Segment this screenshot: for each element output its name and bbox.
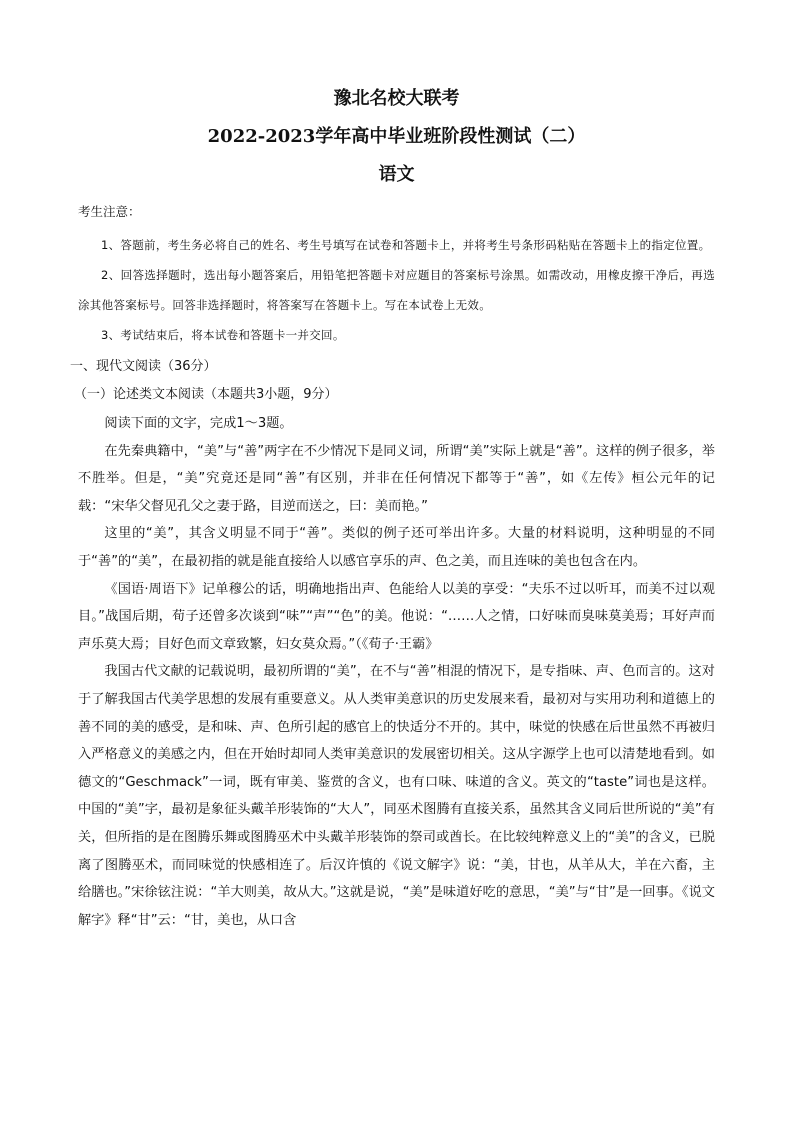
subject-title: 语文 bbox=[378, 164, 415, 185]
notice-heading: 考生注意： bbox=[78, 204, 141, 219]
notice-item: 3、考试结束后，将本试卷和答题卡一并交回。 bbox=[101, 328, 345, 342]
section-heading: 一、现代文阅读（36分） bbox=[70, 359, 217, 374]
notice-list bbox=[78, 230, 715, 350]
passage-paragraph: 我国古代文献的记载说明，最初所谓的“美”，在不与“善”相混的情况下，是专指味、声、色而言的。这对于了解我国古代美学思想的发展有重要意义。从人类审美意识的历史发展来看，最初对与实用功利和道德上的善不同的美的感受，是和味、声、色所引起的感官上的快适分不开的。其中，味觉的快感在后世虽然不再被归入严格意义的美感之内，但在开始时却同人类审美意识的发展密切相关。这从字源学上也可以清楚地看到。如德文的“Geschmack”一词，既有审美、鉴赏的含义，也有口味、味道的含义。英文的“taste”词也是这样。中国的“美”字，最初是象征头戴羊形装饰的“大人”，同巫术图腾有直接关系，虽然其含义同后世所说的“美”有关，但所指的是在图腾乐舞或图腾巫术中头戴羊形装饰的祭司或酋长。在比较纯粹意义上的“美”的含义，已脱离了图腾巫术，而同味觉的快感相连了。后汉许慎的《说文解字》说：“美，甘也，从羊从大，羊在六畜，主给膳也。”宋徐铉注说：“羊大则美，故从大。”这就是说，“美”是味道好吃的意思，“美”与“甘”是一回事。《说文解字》释“甘”云：“甘，美也，从口含 bbox=[78, 664, 715, 928]
exam-name-title: 2022-2023学年高中毕业班阶段性测试（二） bbox=[207, 126, 586, 147]
title-block bbox=[78, 86, 715, 188]
notice-item: 2、回答选择题时，选出每小题答案后，用铅笔把答题卡对应题目的答案标号涂黑。如需改动，用橡皮擦干净后，再选涂其他答案标号。回答非选择题时，将答案写在答题卡上。写在本试卷上无效。 bbox=[78, 268, 715, 312]
exam-organizer-title: 豫北名校大联考 bbox=[333, 88, 460, 109]
passage-paragraph: 在先秦典籍中，“美”与“善”两字在不少情况下是同义词，所谓“美”实际上就是“善”。这样的例子很多，举不胜举。但是，“美”究竟还是同“善”有区别，并非在任何情况下都等于“善”，如《左传》桓公元年的记载：“宋华父督见孔父之妻于路，目逆而送之，曰：美而艳。” bbox=[78, 443, 715, 514]
passage-paragraph: 阅读下面的文字，完成1～3题。 bbox=[104, 416, 293, 431]
notice-item: 1、答题前，考生务必将自己的姓名、考生号填写在试卷和答题卡上，并将考生号条形码粘贴在答题卡上的指定位置。 bbox=[101, 238, 711, 252]
reading-passage bbox=[78, 410, 715, 934]
passage-paragraph: 《国语·周语下》记单穆公的话，明确地指出声、色能给人以美的享受：“夫乐不过以听耳，而美不过以观目。”战国后期，荀子还曾多次谈到“味”“声”“色”的美。他说：“……人之情，口好味而臭味莫美焉；耳好声而声乐莫大焉；目好色而文章致繁，妇女莫众焉。”（《荀子·王霸》 bbox=[78, 581, 715, 652]
passage-paragraph: 这里的“美”，其含义明显不同于“善”。类似的例子还可举出许多。大量的材料说明，这种明显的不同于“善”的“美”，在最初指的就是能直接给人以感官享乐的声、色之美，而且连味的美也包含在内。 bbox=[78, 526, 715, 569]
subsection-heading: （一）论述类文本阅读（本题共3小题，9分） bbox=[74, 387, 338, 402]
